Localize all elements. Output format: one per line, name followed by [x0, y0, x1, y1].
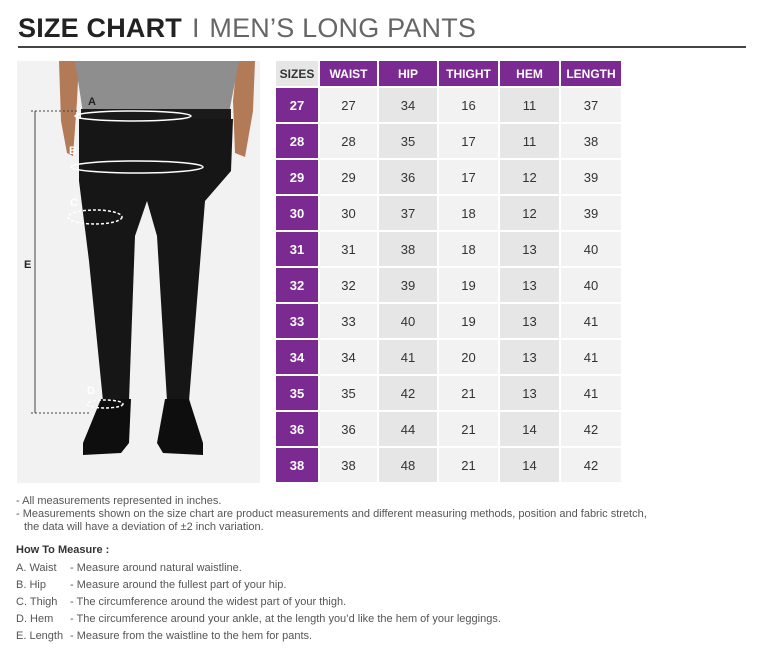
- table-row: [276, 268, 621, 302]
- table-row: [276, 88, 621, 122]
- cell-size: 29: [276, 160, 318, 194]
- table-row: [276, 232, 621, 266]
- note-line: - Measurements shown on the size chart are product measurements and different measuring methods, position and fabric stretch,: [16, 508, 647, 520]
- cell-length: 39: [561, 160, 621, 194]
- cell-length: 38: [561, 124, 621, 158]
- step-key: B. Hip: [16, 579, 46, 591]
- cell-hem: 11: [500, 124, 559, 158]
- cell-size: 31: [276, 232, 318, 266]
- cell-hip: 39: [379, 268, 437, 302]
- step-waist: [16, 560, 501, 577]
- cell-waist: 32: [320, 268, 377, 302]
- table-row: [276, 448, 621, 482]
- table-row: [276, 304, 621, 338]
- cell-size: 35: [276, 376, 318, 410]
- cell-hip: 40: [379, 304, 437, 338]
- cell-thight: 20: [439, 340, 498, 374]
- table-row: [276, 376, 621, 410]
- table-row: [276, 124, 621, 158]
- how-to-steps: [16, 560, 501, 645]
- cell-hip: 34: [379, 88, 437, 122]
- note-line: the data will have a deviation of ±2 inch variation.: [24, 521, 264, 533]
- step-hip: [16, 577, 501, 594]
- page-title: [18, 12, 476, 44]
- cell-waist: 29: [320, 160, 377, 194]
- how-to-heading: How To Measure :: [16, 544, 110, 556]
- cell-hem: 13: [500, 304, 559, 338]
- note-line: - All measurements represented in inches.: [16, 495, 222, 507]
- cell-thight: 16: [439, 88, 498, 122]
- cell-hem: 12: [500, 196, 559, 230]
- cell-length: 40: [561, 232, 621, 266]
- cell-hem: 13: [500, 232, 559, 266]
- cell-hem: 13: [500, 340, 559, 374]
- step-text: - Measure from the waistline to the hem for pants.: [70, 630, 313, 642]
- cell-hem: 13: [500, 268, 559, 302]
- table-row: [276, 160, 621, 194]
- step-key: D. Hem: [16, 613, 54, 625]
- notes: [16, 495, 736, 534]
- right-shoe-shape: [157, 399, 203, 455]
- right-arm-shape: [233, 61, 255, 157]
- cell-length: 41: [561, 304, 621, 338]
- step-text: - The circumference around the widest part of your thigh.: [70, 596, 347, 608]
- cell-hem: 14: [500, 412, 559, 446]
- cell-hip: 35: [379, 124, 437, 158]
- cell-size: 27: [276, 88, 318, 122]
- cell-hem: 14: [500, 448, 559, 482]
- step-hem: [16, 611, 501, 628]
- cell-thight: 21: [439, 412, 498, 446]
- table-row: [276, 340, 621, 374]
- cell-hip: 42: [379, 376, 437, 410]
- cell-waist: 36: [320, 412, 377, 446]
- header-sizes: SIZES: [276, 61, 318, 86]
- header-hem: HEM: [500, 61, 559, 86]
- cell-hip: 37: [379, 196, 437, 230]
- label-a: A: [88, 96, 96, 108]
- title-bold: SIZE CHART: [18, 13, 182, 43]
- table-row: [276, 412, 621, 446]
- cell-thight: 21: [439, 448, 498, 482]
- title-underline: [18, 46, 746, 48]
- step-length: [16, 628, 501, 645]
- title-separator: I: [192, 13, 200, 43]
- cell-length: 41: [561, 340, 621, 374]
- cell-hem: 11: [500, 88, 559, 122]
- cell-thight: 19: [439, 268, 498, 302]
- step-text: - Measure around the fullest part of your hip.: [70, 579, 287, 591]
- header-waist: WAIST: [320, 61, 377, 86]
- step-thigh: [16, 594, 501, 611]
- cell-size: 30: [276, 196, 318, 230]
- pants-figure-illustration: [17, 61, 260, 483]
- shirt-shape: [75, 61, 239, 113]
- header-thight: THIGHT: [439, 61, 498, 86]
- size-chart-table: [274, 59, 623, 484]
- cell-thight: 18: [439, 232, 498, 266]
- cell-waist: 34: [320, 340, 377, 374]
- cell-size: 33: [276, 304, 318, 338]
- table-row: [276, 196, 621, 230]
- cell-waist: 38: [320, 448, 377, 482]
- cell-hip: 38: [379, 232, 437, 266]
- cell-length: 40: [561, 268, 621, 302]
- cell-hip: 36: [379, 160, 437, 194]
- cell-size: 32: [276, 268, 318, 302]
- left-arm-shape: [59, 61, 79, 156]
- cell-size: 38: [276, 448, 318, 482]
- title-subtitle: MEN’S LONG PANTS: [209, 13, 477, 43]
- label-b: B: [69, 145, 77, 157]
- cell-size: 36: [276, 412, 318, 446]
- cell-thight: 18: [439, 196, 498, 230]
- cell-thight: 17: [439, 160, 498, 194]
- label-d: D: [87, 385, 95, 397]
- cell-size: 34: [276, 340, 318, 374]
- cell-hem: 12: [500, 160, 559, 194]
- cell-thight: 21: [439, 376, 498, 410]
- cell-waist: 31: [320, 232, 377, 266]
- cell-hip: 48: [379, 448, 437, 482]
- step-key: A. Waist: [16, 562, 57, 574]
- step-key: E. Length: [16, 630, 64, 642]
- cell-waist: 33: [320, 304, 377, 338]
- cell-length: 42: [561, 412, 621, 446]
- label-c: C: [70, 197, 78, 209]
- cell-thight: 17: [439, 124, 498, 158]
- cell-waist: 35: [320, 376, 377, 410]
- cell-hip: 41: [379, 340, 437, 374]
- cell-waist: 30: [320, 196, 377, 230]
- step-text: - The circumference around your ankle, at the length you’d like the hem of your leggings.: [70, 613, 501, 625]
- header-hip: HIP: [379, 61, 437, 86]
- header-length: LENGTH: [561, 61, 621, 86]
- step-text: - Measure around natural waistline.: [70, 562, 242, 574]
- cell-length: 41: [561, 376, 621, 410]
- cell-length: 37: [561, 88, 621, 122]
- table-header-row: [276, 61, 621, 86]
- size-chart-body: [276, 88, 621, 482]
- step-key: C. Thigh: [16, 596, 58, 608]
- cell-hem: 13: [500, 376, 559, 410]
- cell-waist: 28: [320, 124, 377, 158]
- cell-hip: 44: [379, 412, 437, 446]
- label-e: E: [24, 259, 32, 271]
- pants-measurement-diagram: [17, 61, 260, 483]
- cell-length: 42: [561, 448, 621, 482]
- cell-thight: 19: [439, 304, 498, 338]
- cell-length: 39: [561, 196, 621, 230]
- cell-size: 28: [276, 124, 318, 158]
- cell-waist: 27: [320, 88, 377, 122]
